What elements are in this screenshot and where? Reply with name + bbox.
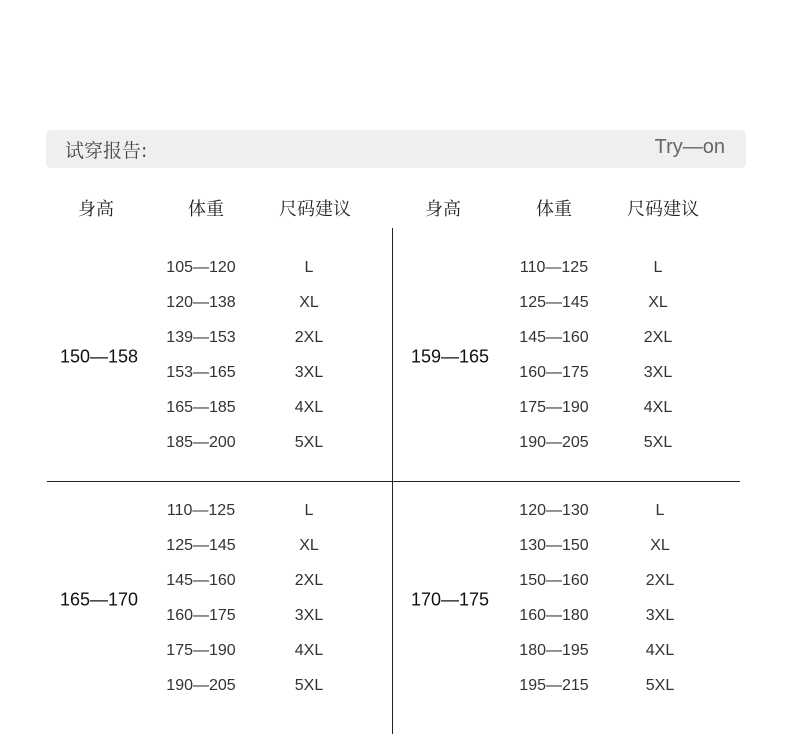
- header-height-right: 身高: [425, 199, 461, 220]
- horizontal-divider: [47, 481, 740, 482]
- size-suggestion-cell: 4XL: [294, 399, 324, 416]
- size-suggestion-cell: 4XL: [645, 642, 675, 659]
- weight-range-cell: 120—130: [519, 502, 589, 519]
- size-suggestion-cell: XL: [650, 537, 670, 554]
- weight-range-cell: 190—205: [166, 677, 236, 694]
- weight-range-cell: 195—215: [519, 677, 589, 694]
- size-suggestion-cell: 4XL: [294, 642, 324, 659]
- weight-range-cell: 175—190: [519, 399, 589, 416]
- weight-range-cell: 153—165: [166, 364, 236, 381]
- size-suggestion-cell: L: [304, 502, 314, 519]
- header-weight-right: 体重: [536, 199, 572, 220]
- size-suggestion-cell: 2XL: [643, 329, 673, 346]
- size-suggestion-cell: 3XL: [643, 364, 673, 381]
- weight-range-cell: 125—145: [519, 294, 589, 311]
- weight-range-cell: 110—125: [166, 502, 236, 519]
- size-suggestion-cell: 5XL: [645, 677, 675, 694]
- size-suggestion-cell: 3XL: [294, 607, 324, 624]
- size-suggestion-cell: 2XL: [294, 572, 324, 589]
- banner-title-en: Try—on: [654, 136, 725, 158]
- size-suggestion-cell: 2XL: [645, 572, 675, 589]
- size-suggestion-cell: 5XL: [294, 677, 324, 694]
- height-range-label: 165—170: [59, 589, 139, 609]
- weight-range-cell: 110—125: [519, 259, 589, 276]
- weight-range-cell: 160—175: [166, 607, 236, 624]
- header-weight-left: 体重: [188, 199, 224, 220]
- weight-range-cell: 145—160: [166, 572, 236, 589]
- header-height-left: 身高: [78, 199, 114, 220]
- weight-range-cell: 165—185: [166, 399, 236, 416]
- size-suggestion-cell: 2XL: [294, 329, 324, 346]
- size-suggestion-cell: 3XL: [645, 607, 675, 624]
- size-suggestion-cell: L: [653, 259, 663, 276]
- size-suggestion-cell: XL: [299, 537, 319, 554]
- weight-range-cell: 185—200: [166, 434, 236, 451]
- weight-range-cell: 180—195: [519, 642, 589, 659]
- weight-range-cell: 175—190: [166, 642, 236, 659]
- weight-range-cell: 160—175: [519, 364, 589, 381]
- height-range-label: 150—158: [59, 346, 139, 366]
- weight-range-cell: 120—138: [166, 294, 236, 311]
- size-suggestion-cell: 3XL: [294, 364, 324, 381]
- header-size-left: 尺码建议: [279, 199, 351, 220]
- height-range-label: 159—165: [410, 346, 490, 366]
- size-suggestion-cell: XL: [299, 294, 319, 311]
- size-suggestion-cell: 5XL: [643, 434, 673, 451]
- header-size-right: 尺码建议: [627, 199, 699, 220]
- weight-range-cell: 150—160: [519, 572, 589, 589]
- size-suggestion-cell: 5XL: [294, 434, 324, 451]
- height-range-label: 170—175: [410, 589, 490, 609]
- weight-range-cell: 160—180: [519, 607, 589, 624]
- report-banner: [46, 130, 746, 168]
- weight-range-cell: 130—150: [519, 537, 589, 554]
- weight-range-cell: 139—153: [166, 329, 236, 346]
- weight-range-cell: 125—145: [166, 537, 236, 554]
- weight-range-cell: 190—205: [519, 434, 589, 451]
- size-suggestion-cell: XL: [648, 294, 668, 311]
- size-suggestion-cell: L: [304, 259, 314, 276]
- weight-range-cell: 105—120: [166, 259, 236, 276]
- size-suggestion-cell: 4XL: [643, 399, 673, 416]
- weight-range-cell: 145—160: [519, 329, 589, 346]
- banner-title: 试穿报告:: [65, 140, 148, 162]
- size-suggestion-cell: L: [655, 502, 665, 519]
